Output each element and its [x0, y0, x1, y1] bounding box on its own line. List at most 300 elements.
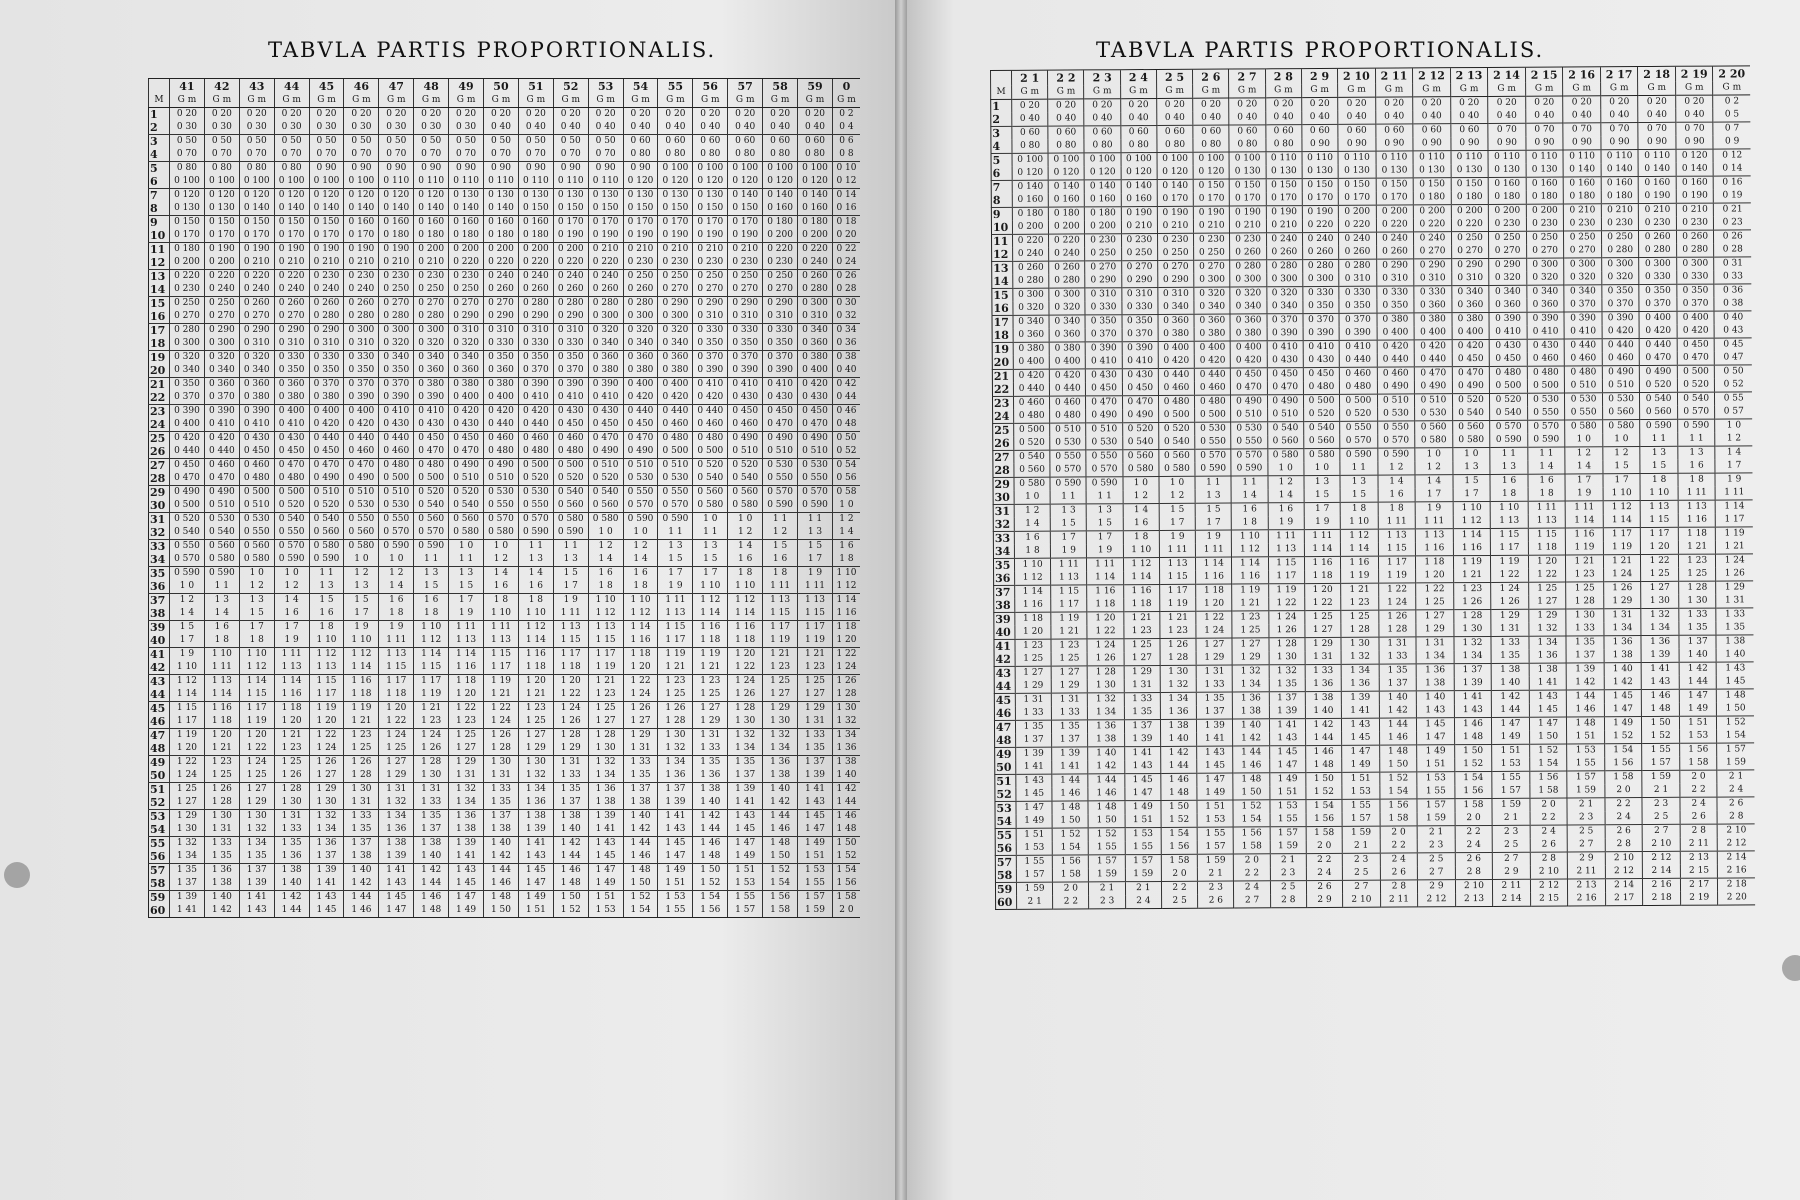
- table-cell: 0 190: [1121, 206, 1157, 220]
- table-cell: 0 310: [728, 310, 763, 324]
- table-cell: 1 8: [1490, 488, 1528, 502]
- row-minute-label: 33: [993, 531, 1014, 545]
- table-cell: 1 32: [1454, 636, 1492, 650]
- table-cell: 0 590: [1678, 419, 1716, 433]
- table-cell: 2 4: [1455, 839, 1493, 853]
- table-cell: 0 430: [1267, 354, 1303, 368]
- table-cell: 0 220: [1376, 218, 1414, 232]
- table-cell: 1 4: [623, 553, 658, 567]
- row-minute-label: 60: [996, 896, 1017, 910]
- table-cell: 0 470: [763, 418, 798, 432]
- table-cell: 0 520: [588, 472, 623, 486]
- column-header-unit: G m: [763, 94, 798, 108]
- table-cell: 1 24: [1491, 582, 1529, 596]
- table-cell: 0 40: [588, 121, 623, 135]
- row-minute-label: 21: [149, 378, 170, 392]
- table-cell: 1 27: [170, 796, 205, 810]
- table-cell: 0 550: [170, 540, 205, 554]
- table-row: [149, 108, 861, 122]
- table-cell: 1 41: [728, 796, 763, 810]
- table-cell: 0 20: [1229, 98, 1265, 112]
- table-cell: 0 350: [309, 364, 344, 378]
- table-cell: 1 51: [658, 877, 693, 891]
- table-cell: 1 2: [1123, 490, 1159, 504]
- table-cell: 1 23: [1015, 639, 1051, 653]
- table-cell: 0 520: [1159, 422, 1195, 436]
- table-cell: 0 400: [170, 418, 205, 432]
- table-cell: 0 390: [763, 364, 798, 378]
- left-proportional-table: [148, 78, 860, 918]
- table-cell: 0 470: [170, 472, 205, 486]
- table-cell: 1 18: [1087, 598, 1123, 612]
- table-cell: 1 44: [1161, 760, 1197, 774]
- table-cell: 1 47: [588, 864, 623, 878]
- table-cell: 0 36: [832, 337, 860, 351]
- table-cell: 0 310: [449, 324, 484, 338]
- table-cell: 1 24: [1716, 554, 1753, 568]
- table-cell: 0 370: [1267, 314, 1303, 328]
- table-cell: 1 54: [1529, 757, 1567, 771]
- table-cell: 0 140: [344, 202, 379, 216]
- table-cell: 1 5: [693, 553, 728, 567]
- table-cell: 0 590: [1490, 434, 1528, 448]
- table-cell: 1 9: [1565, 487, 1603, 501]
- table-cell: 0 20: [1600, 96, 1638, 110]
- table-cell: 0 500: [274, 486, 309, 500]
- table-cell: 1 3: [1640, 446, 1678, 460]
- table-cell: 1 19: [170, 729, 205, 743]
- table-cell: 1 22: [309, 729, 344, 743]
- table-cell: 0 110: [414, 175, 449, 189]
- table-cell: 0 390: [170, 405, 205, 419]
- table-cell: 0 70: [204, 148, 239, 162]
- table-cell: 2 7: [1343, 880, 1381, 894]
- table-cell: 1 16: [728, 621, 763, 635]
- table-cell: 0 340: [1158, 301, 1194, 315]
- table-cell: 0 410: [379, 405, 414, 419]
- table-cell: 2 2: [1161, 881, 1197, 895]
- table-cell: 0 40: [658, 121, 693, 135]
- table-cell: 0 460: [344, 445, 379, 459]
- table-cell: 0 370: [763, 351, 798, 365]
- table-cell: 0 90: [1451, 137, 1489, 151]
- table-cell: 0 300: [1564, 258, 1602, 272]
- table-cell: 1 5: [1304, 489, 1340, 503]
- table-cell: 2 4: [1717, 783, 1754, 797]
- table-cell: 1 34: [1233, 678, 1269, 692]
- table-cell: 1 25: [1015, 653, 1051, 667]
- table-cell: 1 16: [1566, 528, 1604, 542]
- table-cell: 1 26: [623, 702, 658, 716]
- table-cell: 0 190: [1266, 206, 1302, 220]
- table-cell: 0 210: [623, 243, 658, 257]
- table-cell: 0 570: [658, 499, 693, 513]
- table-cell: 1 57: [798, 891, 833, 905]
- table-cell: 1 46: [1454, 717, 1492, 731]
- table-cell: 1 28: [1269, 638, 1305, 652]
- table-cell: 0 420: [309, 418, 344, 432]
- column-header-unit: G m: [1375, 83, 1413, 97]
- table-cell: 0 260: [344, 297, 379, 311]
- table-row: [149, 904, 861, 918]
- table-cell: 0 250: [728, 270, 763, 284]
- table-cell: 2 1: [1089, 882, 1125, 896]
- table-cell: 1 16: [1304, 556, 1340, 570]
- table-cell: 0 390: [204, 405, 239, 419]
- table-cell: 1 9: [1195, 530, 1231, 544]
- table-cell: 1 18: [379, 688, 414, 702]
- table-cell: 2 7: [1568, 838, 1606, 852]
- row-minute-label: 3: [149, 135, 170, 149]
- table-cell: 0 140: [763, 189, 798, 203]
- row-minute-label: 60: [149, 904, 170, 918]
- table-cell: 1 38: [1088, 733, 1124, 747]
- table-cell: 1 41: [1197, 733, 1233, 747]
- table-cell: 0 34: [832, 324, 860, 338]
- table-cell: 1 21: [1453, 569, 1491, 583]
- table-cell: 2 17: [1605, 892, 1643, 906]
- table-cell: 0 230: [344, 270, 379, 284]
- table-cell: 1 38: [204, 877, 239, 891]
- table-cell: 0 290: [239, 324, 274, 338]
- table-cell: 0 570: [1490, 420, 1528, 434]
- table-cell: 0 580: [309, 540, 344, 554]
- table-row: [149, 688, 861, 702]
- table-cell: 0 40: [1012, 113, 1048, 127]
- table-cell: 2 6: [1306, 880, 1342, 894]
- table-cell: 0 120: [728, 175, 763, 189]
- table-cell: 0 250: [623, 270, 658, 284]
- table-cell: 0 100: [658, 162, 693, 176]
- table-cell: 2 2: [1053, 895, 1089, 909]
- table-cell: 1 38: [274, 864, 309, 878]
- table-cell: 0 160: [1085, 193, 1121, 207]
- table-cell: 0 550: [623, 486, 658, 500]
- table-cell: 0 270: [763, 283, 798, 297]
- table-cell: 1 4: [1378, 475, 1416, 489]
- table-cell: 1 32: [832, 715, 860, 729]
- table-row: [149, 567, 861, 581]
- table-cell: 1 31: [1604, 609, 1642, 623]
- table-cell: 0 510: [728, 445, 763, 459]
- table-cell: 1 29: [1716, 581, 1753, 595]
- table-cell: 0 110: [1451, 150, 1489, 164]
- table-cell: 0 80: [728, 148, 763, 162]
- table-cell: 1 38: [414, 837, 449, 851]
- table-cell: 1 36: [1305, 678, 1341, 692]
- table-cell: 0 30: [204, 121, 239, 135]
- table-cell: 0 590: [623, 513, 658, 527]
- table-cell: 1 14: [1453, 528, 1491, 542]
- table-cell: 0 330: [518, 337, 553, 351]
- table-cell: 1 50: [1161, 800, 1197, 814]
- table-row: [149, 405, 861, 419]
- table-cell: 1 39: [1341, 691, 1379, 705]
- table-cell: 1 5: [763, 540, 798, 554]
- table-cell: 2 13: [1455, 893, 1493, 907]
- row-minute-label: 40: [149, 634, 170, 648]
- table-cell: 0 370: [1677, 298, 1715, 312]
- table-cell: 1 33: [1566, 622, 1604, 636]
- table-cell: 1 21: [1232, 597, 1268, 611]
- table-cell: 1 57: [1197, 841, 1233, 855]
- table-cell: 1 58: [1161, 854, 1197, 868]
- table-cell: 1 25: [518, 715, 553, 729]
- table-cell: 0 330: [1122, 301, 1158, 315]
- table-cell: 1 20: [1305, 583, 1341, 597]
- table-cell: 0 200: [518, 243, 553, 257]
- table-cell: 1 9: [1087, 544, 1123, 558]
- table-cell: 0 520: [1640, 379, 1678, 393]
- table-cell: 1 6: [623, 567, 658, 581]
- table-cell: 0 340: [379, 351, 414, 365]
- table-cell: 0 40: [1193, 112, 1229, 126]
- table-cell: 0 370: [1602, 298, 1640, 312]
- table-cell: 1 6: [518, 580, 553, 594]
- table-cell: 0 480: [553, 445, 588, 459]
- table-cell: 1 38: [832, 756, 860, 770]
- table-cell: 0 290: [309, 324, 344, 338]
- row-minute-label: 52: [995, 788, 1016, 802]
- table-cell: 0 340: [1230, 300, 1266, 314]
- table-cell: 1 19: [588, 661, 623, 675]
- table-cell: 0 570: [798, 486, 833, 500]
- row-minute-label: 51: [149, 783, 170, 797]
- table-cell: 1 17: [1603, 528, 1641, 542]
- table-cell: 1 25: [588, 702, 623, 716]
- table-cell: 0 410: [1527, 325, 1565, 339]
- table-cell: 1 51: [728, 864, 763, 878]
- table-cell: 0 90: [1413, 137, 1451, 151]
- table-cell: 0 230: [309, 270, 344, 284]
- table-cell: 1 16: [204, 702, 239, 716]
- table-cell: 0 360: [1452, 299, 1490, 313]
- table-cell: 0 430: [1303, 354, 1339, 368]
- table-cell: 0 530: [1602, 393, 1640, 407]
- table-cell: 0 150: [588, 202, 623, 216]
- table-cell: 1 22: [1641, 554, 1679, 568]
- table-cell: 1 7: [1453, 488, 1491, 502]
- table-cell: 0 110: [1488, 150, 1526, 164]
- table-cell: 1 22: [553, 688, 588, 702]
- table-cell: 1 40: [1716, 648, 1753, 662]
- table-cell: 0 520: [414, 486, 449, 500]
- table-cell: 1 48: [414, 904, 449, 918]
- row-minute-label: 23: [992, 396, 1013, 410]
- table-cell: 1 7: [274, 621, 309, 635]
- table-cell: 0 410: [1267, 341, 1303, 355]
- table-cell: 0 50: [239, 135, 274, 149]
- table-cell: 0 440: [1194, 368, 1230, 382]
- table-cell: 1 35: [204, 850, 239, 864]
- table-cell: 0 390: [728, 364, 763, 378]
- table-cell: 1 16: [1232, 570, 1268, 584]
- thumb-smudge-left: [4, 862, 30, 888]
- table-cell: 0 16: [832, 202, 860, 216]
- table-cell: 1 59: [1270, 840, 1306, 854]
- table-cell: 1 43: [1124, 760, 1160, 774]
- table-cell: 1 7: [1159, 517, 1195, 531]
- table-cell: 0 220: [588, 256, 623, 270]
- table-cell: 0 310: [693, 310, 728, 324]
- table-cell: 1 59: [1125, 868, 1161, 882]
- table-cell: 0 70: [1601, 123, 1639, 137]
- table-cell: 1 36: [1160, 706, 1196, 720]
- table-cell: 0 340: [449, 351, 484, 365]
- table-cell: 1 37: [798, 756, 833, 770]
- row-minute-label: 38: [994, 599, 1015, 613]
- table-cell: 0 540: [693, 472, 728, 486]
- table-cell: 1 7: [1415, 488, 1453, 502]
- table-cell: 0 220: [518, 256, 553, 270]
- row-minute-label: 29: [149, 486, 170, 500]
- table-cell: 0 370: [1122, 328, 1158, 342]
- table-cell: 0 80: [1229, 138, 1265, 152]
- table-cell: 0 100: [1048, 153, 1084, 167]
- table-cell: 0 130: [693, 189, 728, 203]
- table-cell: 1 12: [728, 594, 763, 608]
- table-cell: 0 350: [379, 364, 414, 378]
- table-cell: 0 300: [658, 310, 693, 324]
- table-cell: 1 56: [1161, 841, 1197, 855]
- table-cell: 0 540: [588, 486, 623, 500]
- table-cell: 1 15: [484, 648, 519, 662]
- table-cell: 2 12: [1605, 865, 1643, 879]
- table-cell: 0 240: [1376, 232, 1414, 246]
- table-cell: 1 41: [658, 810, 693, 824]
- table-cell: 0 580: [553, 513, 588, 527]
- table-cell: 0 310: [239, 337, 274, 351]
- table-cell: 1 50: [484, 904, 519, 918]
- table-cell: 0 590: [1195, 463, 1231, 477]
- table-cell: 2 2: [1380, 839, 1418, 853]
- table-cell: 1 11: [798, 580, 833, 594]
- table-cell: 0 430: [274, 432, 309, 446]
- table-row: [149, 783, 861, 797]
- table-cell: 1 29: [170, 810, 205, 824]
- table-cell: 1 33: [204, 837, 239, 851]
- table-cell: 0 140: [1121, 179, 1157, 193]
- table-cell: 0 540: [170, 526, 205, 540]
- table-cell: 1 6: [1678, 460, 1716, 474]
- table-cell: 1 18: [1528, 541, 1566, 555]
- table-cell: 1 28: [274, 783, 309, 797]
- table-cell: 0 290: [484, 310, 519, 324]
- table-cell: 1 1: [658, 526, 693, 540]
- table-cell: 0 290: [1376, 259, 1414, 273]
- table-cell: 0 260: [309, 297, 344, 311]
- table-cell: 0 570: [274, 540, 309, 554]
- column-header-unit: G m: [1563, 82, 1601, 96]
- table-cell: 1 19: [1232, 584, 1268, 598]
- table-cell: 0 150: [623, 202, 658, 216]
- table-cell: 1 27: [1416, 610, 1454, 624]
- table-cell: 1 53: [1567, 744, 1605, 758]
- table-cell: 0 400: [1049, 355, 1085, 369]
- table-cell: 0 310: [553, 324, 588, 338]
- table-cell: 1 28: [1341, 624, 1379, 638]
- table-cell: 1 18: [344, 688, 379, 702]
- table-cell: 0 550: [239, 526, 274, 540]
- table-cell: 1 37: [309, 850, 344, 864]
- table-cell: 0 550: [344, 513, 379, 527]
- column-header-degree: 59: [798, 79, 833, 95]
- table-cell: 0 400: [449, 391, 484, 405]
- table-cell: 0 30: [274, 121, 309, 135]
- table-cell: 1 22: [239, 742, 274, 756]
- table-cell: 0 450: [1086, 382, 1122, 396]
- table-cell: 0 200: [1451, 204, 1489, 218]
- table-cell: 1 42: [1233, 732, 1269, 746]
- table-cell: 1 43: [1417, 704, 1455, 718]
- table-cell: 0 430: [553, 405, 588, 419]
- table-cell: 1 30: [344, 783, 379, 797]
- table-cell: 0 500: [1490, 380, 1528, 394]
- table-cell: 1 55: [1642, 743, 1680, 757]
- table-cell: 0 530: [518, 486, 553, 500]
- table-cell: 1 47: [1604, 703, 1642, 717]
- table-cell: 1 2: [344, 567, 379, 581]
- table-cell: 0 320: [1489, 272, 1527, 286]
- table-cell: 1 45: [518, 864, 553, 878]
- table-cell: 0 360: [1489, 299, 1527, 313]
- table-cell: 0 130: [588, 189, 623, 203]
- table-cell: 0 400: [1377, 326, 1415, 340]
- table-cell: 0 560: [1159, 449, 1195, 463]
- table-cell: 1 39: [728, 783, 763, 797]
- table-row: [149, 661, 861, 675]
- table-cell: 0 560: [693, 486, 728, 500]
- table-cell: 1 37: [344, 837, 379, 851]
- table-cell: 1 29: [1305, 637, 1341, 651]
- table-cell: 0 380: [1049, 342, 1085, 356]
- table-cell: 1 26: [728, 688, 763, 702]
- table-cell: 0 490: [170, 486, 205, 500]
- table-cell: 1 26: [1491, 596, 1529, 610]
- table-cell: 0 9: [1713, 135, 1750, 149]
- table-cell: 0 280: [414, 310, 449, 324]
- table-cell: 1 4: [518, 567, 553, 581]
- table-cell: 1 31: [344, 796, 379, 810]
- table-cell: 0 490: [1231, 395, 1267, 409]
- table-cell: 1 14: [344, 661, 379, 675]
- table-cell: 0 350: [693, 337, 728, 351]
- table-cell: 1 5: [239, 607, 274, 621]
- table-cell: 2 2: [1530, 811, 1568, 825]
- table-cell: 1 35: [414, 810, 449, 824]
- table-cell: 1 22: [379, 715, 414, 729]
- table-cell: 0 23: [1714, 216, 1751, 230]
- column-header-degree: 2 19: [1675, 66, 1713, 82]
- table-cell: 0 420: [1158, 355, 1194, 369]
- table-cell: 0 420: [658, 391, 693, 405]
- table-cell: 1 52: [1604, 730, 1642, 744]
- table-cell: 0 510: [1267, 408, 1303, 422]
- table-cell: 1 33: [1379, 650, 1417, 664]
- table-cell: 0 43: [1714, 324, 1751, 338]
- table-cell: 1 16: [623, 634, 658, 648]
- row-minute-label: 40: [994, 626, 1015, 640]
- table-cell: 2 11: [1380, 893, 1418, 907]
- row-minute-label: 34: [149, 553, 170, 567]
- table-cell: 0 90: [484, 162, 519, 176]
- table-cell: 1 25: [449, 729, 484, 743]
- table-cell: 1 38: [693, 783, 728, 797]
- column-header-degree: 44: [274, 79, 309, 95]
- row-minute-label: 57: [149, 864, 170, 878]
- table-cell: 1 27: [798, 688, 833, 702]
- table-cell: 0 510: [1415, 394, 1453, 408]
